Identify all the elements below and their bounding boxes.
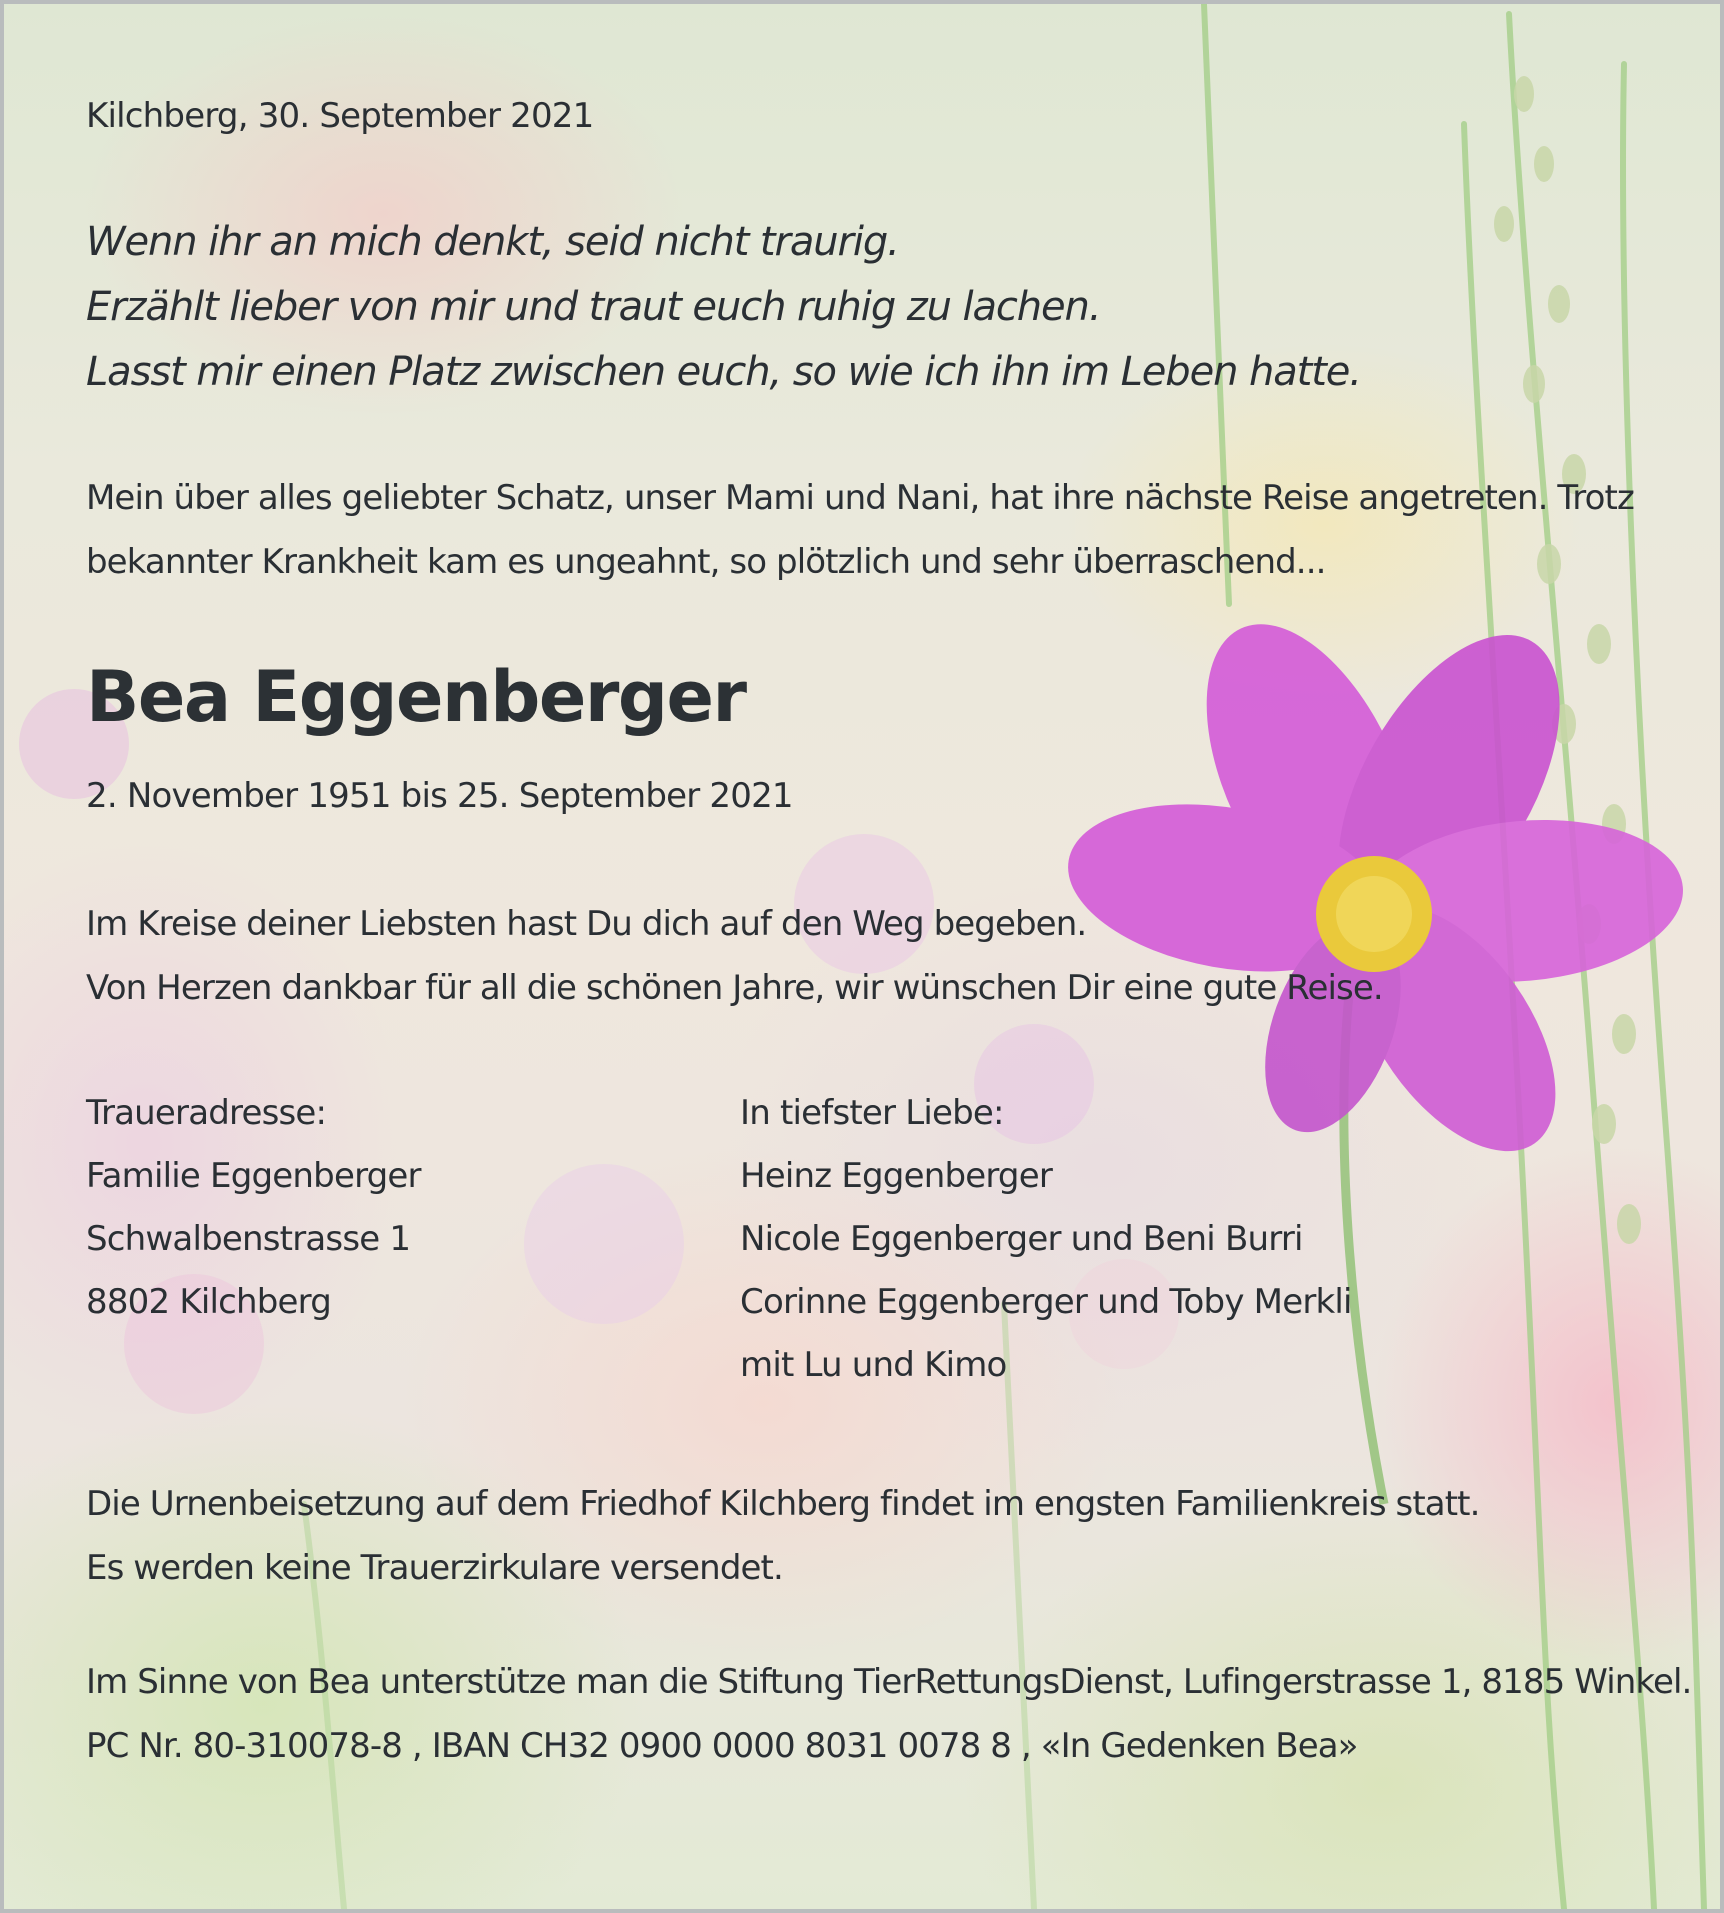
quote-line: Lasst mir einen Platz zwischen euch, so wie ich ihn im Leben hatte. — [86, 349, 1361, 395]
mourning-address — [86, 1082, 421, 1334]
family-heading: In tiefster Liebe: — [740, 1093, 1004, 1133]
intro-line: Mein über alles geliebter Schatz, unser Mami und Nani, hat ihre nächste Reise angetreten. Trotz — [86, 478, 1634, 518]
donation-paragraph — [86, 1650, 1691, 1778]
address-line: Familie Eggenberger — [86, 1156, 421, 1196]
family-member: mit Lu und Kimo — [740, 1345, 1007, 1385]
family-signatories — [740, 1082, 1352, 1397]
address-line: Schwalbenstrasse 1 — [86, 1219, 411, 1259]
family-member: Nicole Eggenberger und Beni Burri — [740, 1219, 1303, 1259]
family-member: Heinz Eggenberger — [740, 1156, 1053, 1196]
farewell-line: Im Kreise deiner Liebsten hast Du dich auf den Weg begeben. — [86, 904, 1087, 944]
donation-line: PC Nr. 80-310078-8 , IBAN CH32 0900 0000 8031 0078 8 , «In Gedenken Bea» — [86, 1726, 1358, 1766]
quote-verse — [86, 210, 1361, 405]
farewell-line: Von Herzen dankbar für all die schönen Jahre, wir wünschen Dir eine gute Reise. — [86, 968, 1383, 1008]
quote-line: Wenn ihr an mich denkt, seid nicht traurig. — [86, 219, 899, 265]
burial-line: Die Urnenbeisetzung auf dem Friedhof Kilchberg findet im engsten Familienkreis statt. — [86, 1484, 1480, 1524]
family-member: Corinne Eggenberger und Toby Merkli — [740, 1282, 1352, 1322]
burial-line: Es werden keine Trauerzirkulare versendet. — [86, 1548, 783, 1588]
quote-line: Erzählt lieber von mir und traut euch ruhig zu lachen. — [86, 284, 1101, 330]
intro-line: bekannter Krankheit kam es ungeahnt, so plötzlich und sehr überraschend... — [86, 542, 1326, 582]
notice-text — [4, 4, 1720, 1909]
address-line: 8802 Kilchberg — [86, 1282, 332, 1322]
intro-paragraph — [86, 466, 1634, 594]
burial-paragraph — [86, 1472, 1480, 1600]
address-heading: Traueradresse: — [86, 1093, 327, 1133]
place-and-date: Kilchberg, 30. September 2021 — [86, 96, 594, 136]
farewell-paragraph — [86, 892, 1383, 1020]
lifespan-dates: 2. November 1951 bis 25. September 2021 — [86, 776, 793, 816]
deceased-name: Bea Eggenberger — [86, 656, 746, 738]
donation-line: Im Sinne von Bea unterstütze man die Stiftung TierRettungsDienst, Lufingerstrasse 1, 8185 Winkel. — [86, 1662, 1692, 1702]
